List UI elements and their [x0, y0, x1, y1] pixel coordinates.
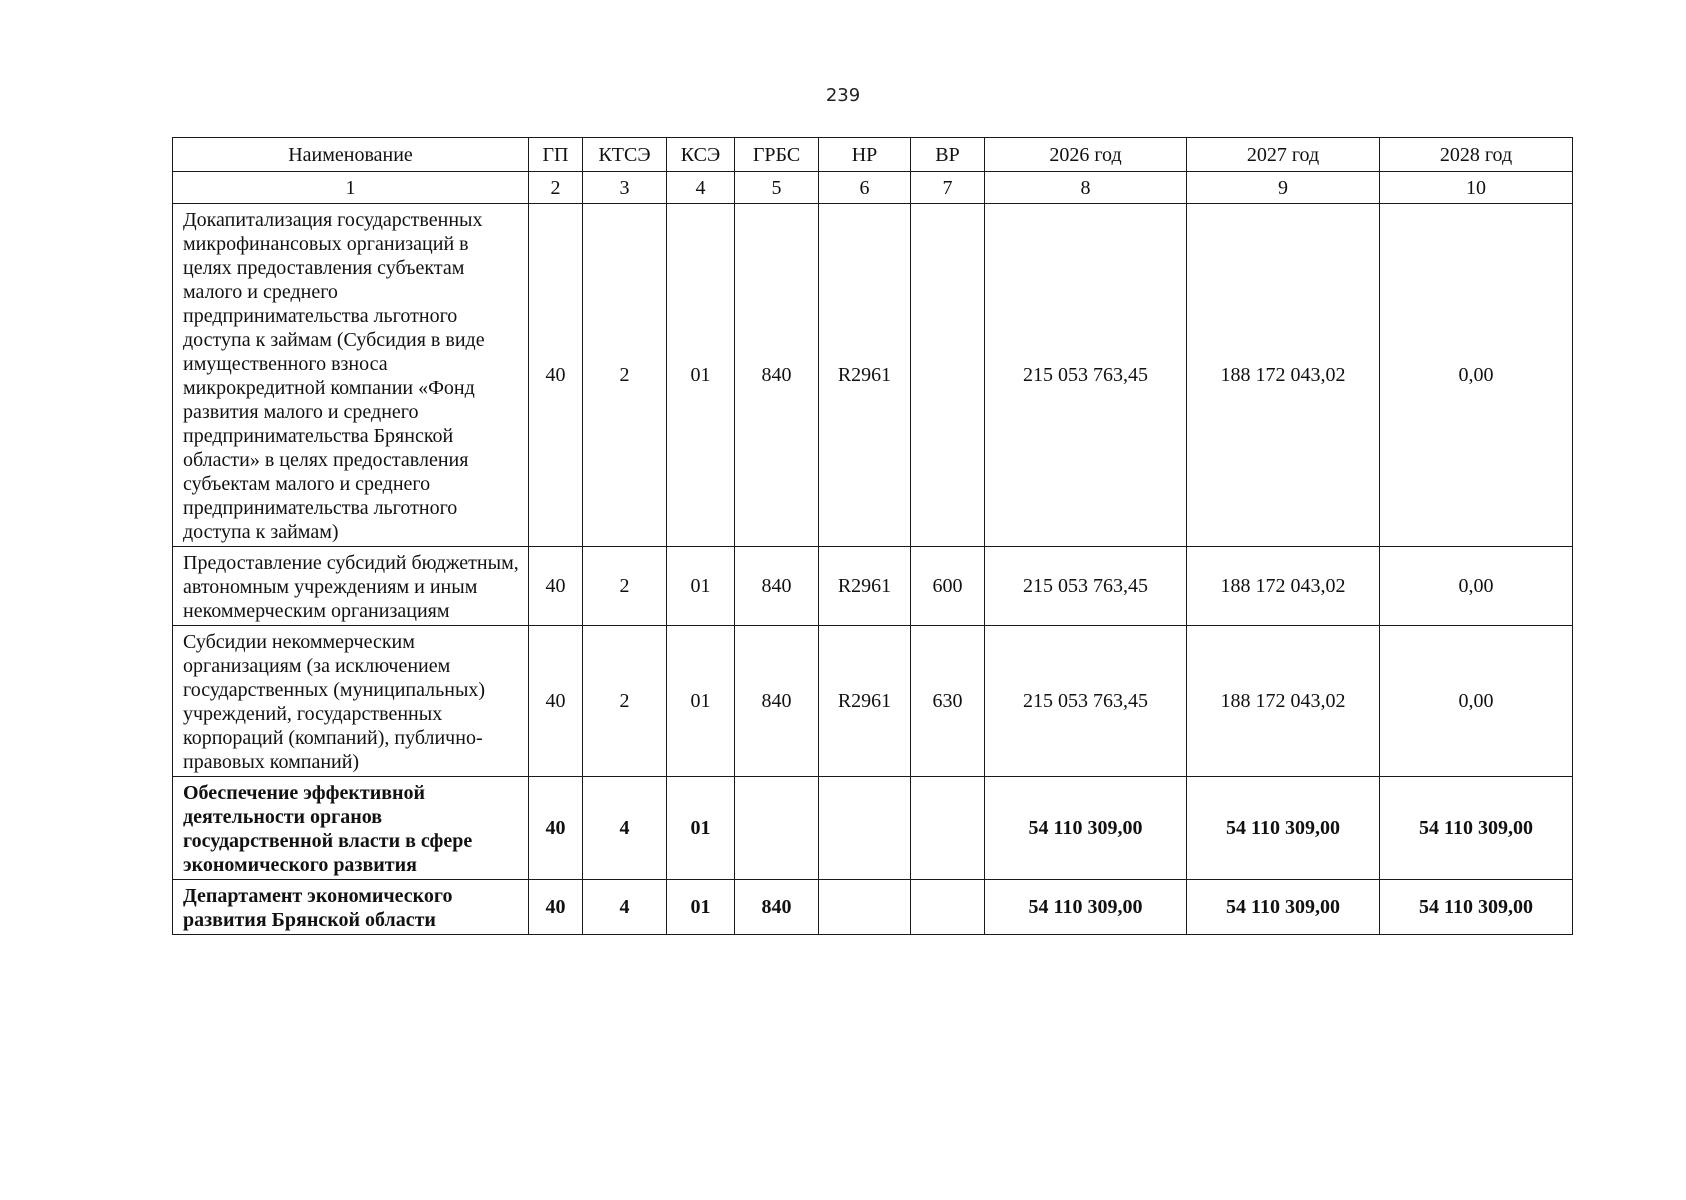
header-vr: ВР — [911, 138, 985, 172]
cell-gp: 40 — [529, 547, 583, 626]
cell-grbs: 840 — [735, 547, 819, 626]
column-number-row — [173, 172, 1573, 204]
cell-gp: 40 — [529, 204, 583, 547]
cell-2028: 0,00 — [1380, 547, 1573, 626]
header-name: Наименование — [173, 138, 529, 172]
cell-nr: R2961 — [819, 204, 911, 547]
cell-grbs: 840 — [735, 880, 819, 935]
column-number: 10 — [1380, 172, 1573, 204]
column-number: 3 — [583, 172, 667, 204]
page-number: 239 — [825, 85, 861, 106]
cell-kse: 01 — [667, 880, 735, 935]
header-2028: 2028 год — [1380, 138, 1573, 172]
cell-2026: 215 053 763,45 — [985, 547, 1187, 626]
header-kse: КСЭ — [667, 138, 735, 172]
header-row — [173, 138, 1573, 172]
cell-grbs — [735, 777, 819, 880]
row-name: Предоставление субсидий бюджетным, автономным учреждениям и иным некоммерческим организациям — [173, 547, 529, 626]
header-ktse: КТСЭ — [583, 138, 667, 172]
cell-gp: 40 — [529, 626, 583, 777]
column-number: 5 — [735, 172, 819, 204]
cell-2026: 54 110 309,00 — [985, 880, 1187, 935]
table-row — [173, 547, 1573, 626]
column-number: 6 — [819, 172, 911, 204]
row-name: Обеспечение эффективной деятельности органов государственной власти в сфере экономического развития — [173, 777, 529, 880]
header-grbs: ГРБС — [735, 138, 819, 172]
table-row-bold — [173, 880, 1573, 935]
cell-2026: 215 053 763,45 — [985, 626, 1187, 777]
table-row-bold — [173, 777, 1573, 880]
cell-2026: 215 053 763,45 — [985, 204, 1187, 547]
header-gp: ГП — [529, 138, 583, 172]
budget-table — [172, 137, 1573, 935]
cell-kse: 01 — [667, 204, 735, 547]
cell-ktse: 2 — [583, 547, 667, 626]
cell-grbs: 840 — [735, 204, 819, 547]
cell-gp: 40 — [529, 777, 583, 880]
cell-kse: 01 — [667, 547, 735, 626]
cell-2027: 54 110 309,00 — [1187, 880, 1380, 935]
cell-2028: 54 110 309,00 — [1380, 777, 1573, 880]
cell-2027: 188 172 043,02 — [1187, 547, 1380, 626]
cell-grbs: 840 — [735, 626, 819, 777]
cell-nr: R2961 — [819, 547, 911, 626]
header-nr: НР — [819, 138, 911, 172]
cell-ktse: 2 — [583, 626, 667, 777]
column-number: 9 — [1187, 172, 1380, 204]
cell-vr — [911, 777, 985, 880]
column-number: 1 — [173, 172, 529, 204]
cell-2027: 188 172 043,02 — [1187, 626, 1380, 777]
row-name: Субсидии некоммерческим организациям (за исключением государственных (муниципальных) учреждений, государственных корпораций (компаний), публично-правовых компаний) — [173, 626, 529, 777]
cell-2028: 0,00 — [1380, 204, 1573, 547]
cell-vr — [911, 204, 985, 547]
table-row — [173, 204, 1573, 547]
cell-nr — [819, 777, 911, 880]
cell-2027: 54 110 309,00 — [1187, 777, 1380, 880]
column-number: 2 — [529, 172, 583, 204]
header-2026: 2026 год — [985, 138, 1187, 172]
cell-nr — [819, 880, 911, 935]
cell-vr: 630 — [911, 626, 985, 777]
cell-ktse: 2 — [583, 204, 667, 547]
cell-vr: 600 — [911, 547, 985, 626]
cell-nr: R2961 — [819, 626, 911, 777]
cell-kse: 01 — [667, 626, 735, 777]
cell-2026: 54 110 309,00 — [985, 777, 1187, 880]
cell-vr — [911, 880, 985, 935]
cell-2028: 0,00 — [1380, 626, 1573, 777]
column-number: 7 — [911, 172, 985, 204]
column-number: 4 — [667, 172, 735, 204]
column-number: 8 — [985, 172, 1187, 204]
cell-2028: 54 110 309,00 — [1380, 880, 1573, 935]
cell-ktse: 4 — [583, 880, 667, 935]
cell-kse: 01 — [667, 777, 735, 880]
cell-ktse: 4 — [583, 777, 667, 880]
header-2027: 2027 год — [1187, 138, 1380, 172]
row-name: Департамент экономического развития Брянской области — [173, 880, 529, 935]
cell-gp: 40 — [529, 880, 583, 935]
row-name: Докапитализация государственных микрофинансовых организаций в целях предоставления субъектам малого и среднего предпринимательства льготного доступа к займам (Субсидия в виде имущественного взноса микрокредитной компании «Фонд развития малого и среднего предпринимательства Брянской области» в целях предоставления субъектам малого и среднего предпринимательства льготного доступа к займам) — [173, 204, 529, 547]
cell-2027: 188 172 043,02 — [1187, 204, 1380, 547]
table-row — [173, 626, 1573, 777]
